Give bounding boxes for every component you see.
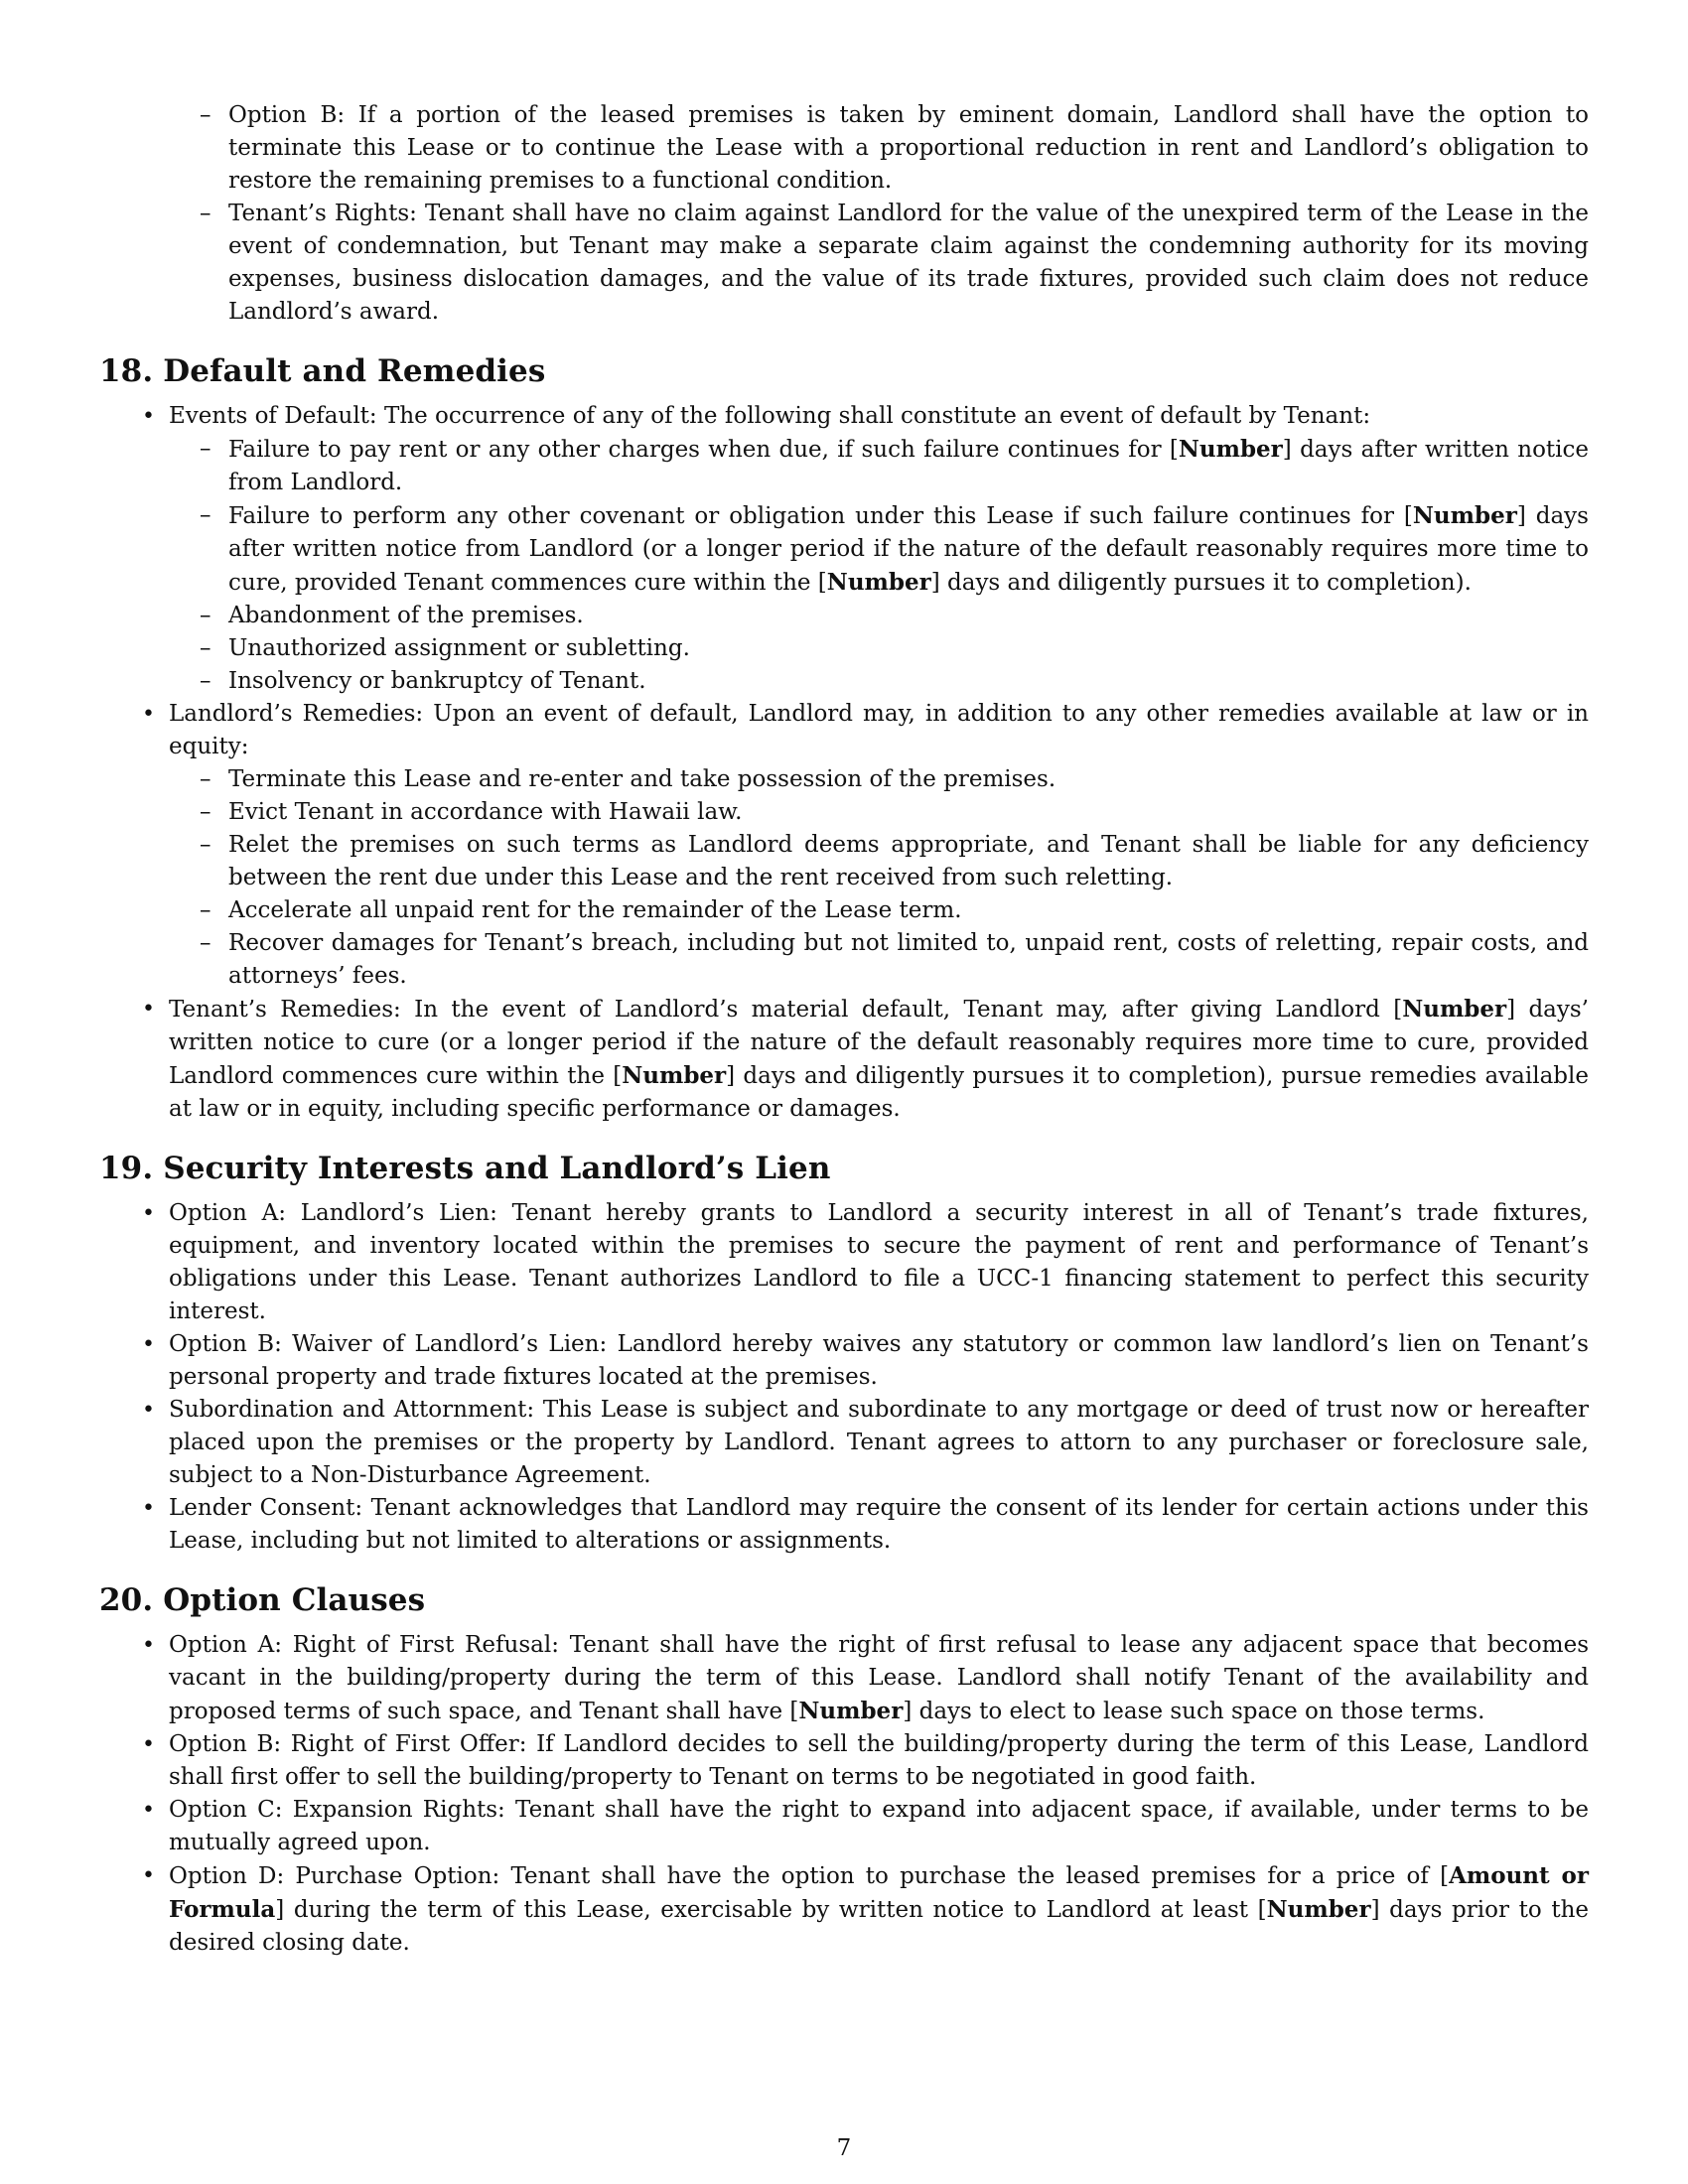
lender-consent: • Lender Consent: Tenant acknowledges that Landlord may require the consent of its lender for certain actions under this Lease, including but not limited to alterations or assignments. — [169, 1492, 1589, 1558]
section-19-title: Security Interests and Landlord’s Lien — [163, 1151, 831, 1186]
landlord-remedy-relet: – Relet the premises on such terms as Landlord deems appropriate, and Tenant shall be liable for any deficiency between the rent due under this Lease and the rent received from such reletting. — [228, 829, 1589, 894]
landlord-remedy-terminate: – Terminate this Lease and re-enter and take possession of the premises. — [228, 763, 1589, 796]
purchase-option-text-c: ] during the term of this Lease, exercisable by written notice to Landlord at least [ — [275, 1897, 1267, 1923]
tenant-rights-item: – Tenant’s Rights: Tenant shall have no claim against Landlord for the value of the unexpired term of the Lease in the event of condemnation, but Tenant may make a separate claim against the condemning authority for its moving expenses, business dislocation damages, and the value of its trade fixtures, provided such claim does not reduce Landlord’s award. — [228, 198, 1589, 329]
landlord-lien-option-a: • Option A: Landlord’s Lien: Tenant hereby grants to Landlord a security interest in all of Tenant’s trade fixtures, equipment, and inventory located within the premises to secure the payment of rent and performance of Tenant’s obligations under this Lease. Tenant authorizes Landlord to file a UCC-1 financing statement to perfect this security interest. — [169, 1197, 1589, 1328]
landlord-remedy-evict: – Evict Tenant in accordance with Hawaii law. — [228, 796, 1589, 829]
number-placeholder: Number — [798, 1698, 904, 1724]
event-failure-to-perform-text-e: ] days and diligently pursues it to completion). — [930, 570, 1472, 596]
page-number: 7 — [836, 2135, 852, 2161]
tenant-remedies-text-a: Tenant’s Remedies: In the event of Landlord’s material default, Tenant may, after giving Landlord [ — [169, 997, 1403, 1023]
heading-spacer — [99, 1621, 1589, 1629]
heading-spacer — [99, 1189, 1589, 1197]
event-unauthorized-assignment: – Unauthorized assignment or subletting. — [228, 632, 1589, 665]
number-placeholder: Number — [1402, 996, 1507, 1023]
number-placeholder: Number — [826, 569, 931, 596]
waiver-landlord-lien-option-b: • Option B: Waiver of Landlord’s Lien: Landlord hereby waives any statutory or common law landlord’s lien on Tenant’s personal property and trade fixtures located at the premises. — [169, 1328, 1589, 1394]
tenant-remedies-text-e: ] days and diligently pursues it to completion), pursue remedies available at law or in equity, including specific performance or damages. — [169, 1063, 1589, 1122]
document-page — [99, 99, 1589, 2134]
section-spacer — [99, 1558, 1589, 1579]
section-20-heading — [99, 1579, 1589, 1621]
event-failure-to-perform-text-a: Failure to perform any other covenant or obligation under this Lease if such failure continues for [ — [228, 503, 1413, 529]
events-of-default: • Events of Default: The occurrence of any of the following shall constitute an event of default by Tenant: — [169, 400, 1589, 433]
subordination-attornment: • Subordination and Attornment: This Lease is subject and subordinate to any mortgage or deed of trust now or hereafter placed upon the premises or the property by Landlord. Tenant agrees to attorn to any purchaser or foreclosure sale, subject to a Non-Disturbance Agreement. — [169, 1394, 1589, 1492]
right-of-first-refusal-text-c: ] days to elect to lease such space on those terms. — [903, 1699, 1485, 1724]
landlord-remedy-accelerate: – Accelerate all unpaid rent for the remainder of the Lease term. — [228, 894, 1589, 927]
number-placeholder: Number — [1178, 436, 1283, 463]
number-placeholder: Number — [622, 1062, 727, 1089]
eminent-domain-option-b: – Option B: If a portion of the leased premises is taken by eminent domain, Landlord shall have the option to terminate this Lease or to continue the Lease with a proportional reduction in rent and Landlord’s obligation to restore the remaining premises to a functional condition. — [228, 99, 1589, 198]
right-of-first-refusal-text-a: Option A: Right of First Refusal: Tenant shall have the right of first refusal to lease any adjacent space that becomes vacant in the building/property during the term of this Lease. Landlord shall notify Tenant of the availability and proposed terms of such space, and Tenant shall have [ — [169, 1632, 1589, 1724]
landlord-remedies: • Landlord’s Remedies: Upon an event of default, Landlord may, in addition to any other remedies available at law or in equity: — [169, 698, 1589, 763]
event-failure-to-pay-text-a: Failure to pay rent or any other charges when due, if such failure continues for [ — [228, 437, 1179, 463]
section-20-number: 20. — [99, 1582, 154, 1618]
number-placeholder: Number — [1266, 1896, 1371, 1923]
section-20-title: Option Clauses — [163, 1582, 426, 1618]
right-of-first-offer: • Option B: Right of First Offer: If Landlord decides to sell the building/property during the term of this Lease, Landlord shall first offer to sell the building/property to Tenant on terms to be negotiated in good faith. — [169, 1728, 1589, 1794]
section-spacer — [99, 329, 1589, 350]
right-of-first-refusal — [169, 1629, 1589, 1728]
event-insolvency: – Insolvency or bankruptcy of Tenant. — [228, 665, 1589, 698]
purchase-option — [169, 1859, 1589, 1960]
purchase-option-text-e: ] days prior to the desired closing date. — [169, 1897, 1589, 1956]
event-failure-to-perform — [228, 499, 1589, 600]
section-18-heading — [99, 350, 1589, 392]
amount-or-formula-placeholder: Amount or Formula — [169, 1862, 1589, 1923]
document-content — [99, 99, 1589, 1960]
event-failure-to-pay-text-c: ] days after written notice from Landlord. — [228, 437, 1590, 495]
section-spacer — [99, 1126, 1589, 1148]
purchase-option-text-a: Option D: Purchase Option: Tenant shall have the option to purchase the leased premises for a price of [ — [169, 1863, 1450, 1889]
number-placeholder: Number — [1412, 502, 1517, 529]
expansion-rights: • Option C: Expansion Rights: Tenant shall have the right to expand into adjacent space, if available, under terms to be mutually agreed upon. — [169, 1794, 1589, 1859]
event-failure-to-perform-text-c: ] days after written notice from Landlord (or a longer period if the nature of the default reasonably requires more time to cure, provided Tenant commences cure within the [ — [228, 503, 1589, 596]
section-19-number: 19. — [99, 1151, 154, 1186]
event-abandonment: – Abandonment of the premises. — [228, 600, 1589, 632]
landlord-remedy-recover-damages: – Recover damages for Tenant’s breach, including but not limited to, unpaid rent, costs of reletting, repair costs, and attorneys’ fees. — [228, 927, 1589, 993]
heading-spacer — [99, 392, 1589, 400]
section-18-number: 18. — [99, 353, 154, 389]
tenant-remedies-text-c: ] days’ written notice to cure (or a longer period if the nature of the default reasonably requires more time to cure, provided Landlord commences cure within the [ — [169, 997, 1589, 1089]
section-19-heading — [99, 1148, 1589, 1189]
section-18-title: Default and Remedies — [163, 353, 546, 389]
tenant-remedies — [169, 993, 1589, 1126]
event-failure-to-pay — [228, 433, 1589, 499]
